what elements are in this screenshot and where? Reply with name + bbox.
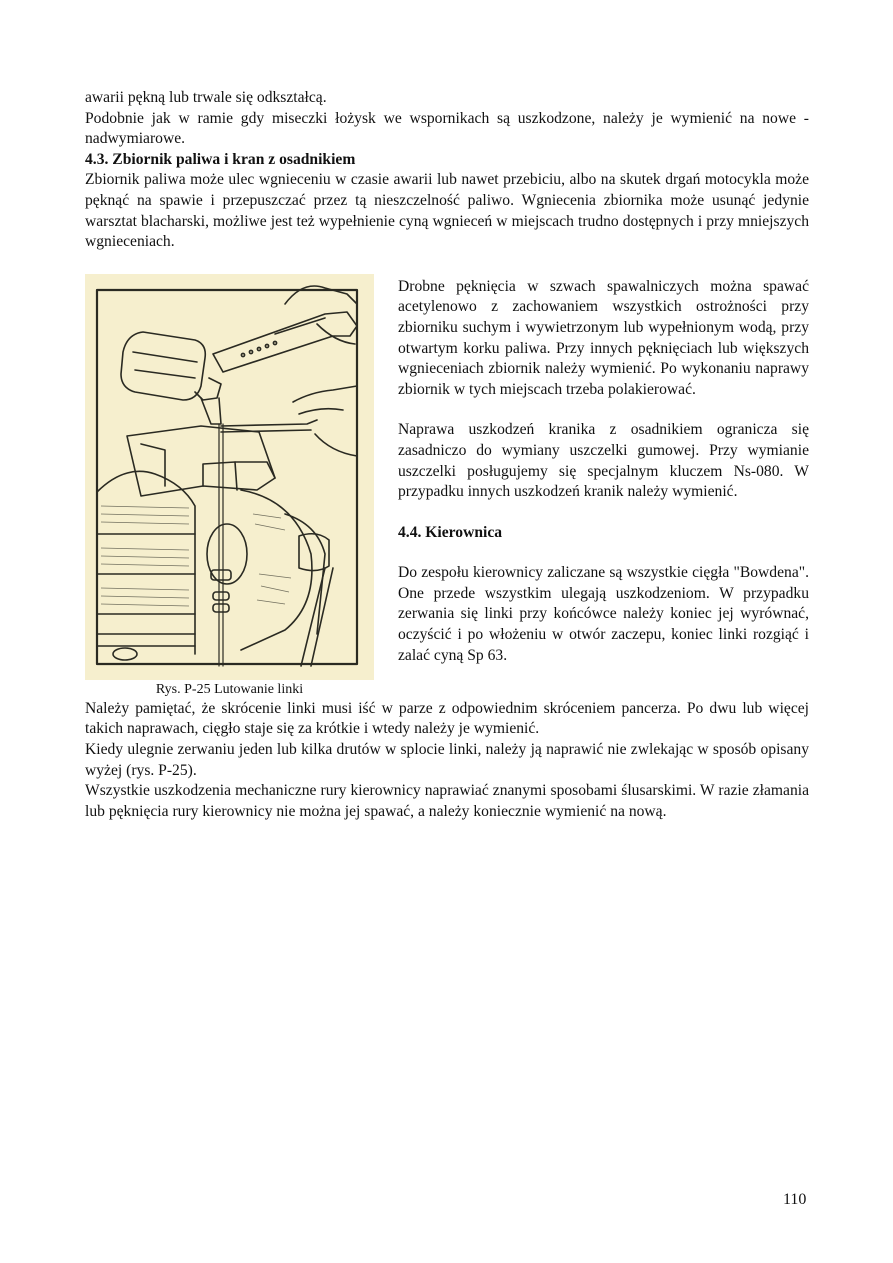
page-number: 110 bbox=[783, 1191, 807, 1208]
figure-p-25 bbox=[85, 274, 374, 699]
intro-paragraph-1: awarii pękną lub trwale się odkształcą. bbox=[85, 89, 327, 106]
figure-side-text bbox=[398, 277, 809, 699]
vise-soldering-drawing-icon bbox=[85, 274, 374, 680]
figure-with-text bbox=[85, 274, 809, 699]
section-4-3-side-paragraph-1: Drobne pęknięcia w szwach spawalniczych można spawać acetylenowo z zachowaniem wszystkich ostrożności przy zbiorniku suchym i wywietrzonym lub wypełnionym wodą, przy otwartym korku paliwa. Przy innych pęknięciach lub większych wgnieceniach zbiornik należy wymienić. Po wykonaniu naprawy zbiornik w tych miejscach trzeba polakierować. bbox=[398, 277, 809, 398]
soldering-illustration bbox=[85, 274, 374, 680]
figure-caption: Rys. P-25 Lutowanie linki bbox=[155, 681, 304, 697]
section-4-4-side-paragraph: Do zespołu kierownicy zaliczane są wszystkie cięgła "Bowdena". One przede wszystkim ulegają uszkodzeniom. W przypadku zerwania się linki przy końcówce należy koniec jej wyrównać, oczyścić i po włożeniu w otwór zaczepu, koniec linki rozgiąć i zalać cyną Sp 63. bbox=[398, 564, 809, 664]
document-page bbox=[85, 88, 809, 822]
section-4-4-paragraph-1: Należy pamiętać, że skrócenie linki musi iść w parze z odpowiednim skróceniem pancerza. Po dwu lub więcej takich naprawach, cięgło staje się za krótkie i wtedy należy je wymienić. bbox=[85, 699, 809, 738]
intro-paragraph-2: Podobnie jak w ramie gdy miseczki łożysk we wspornikach są uszkodzone, należy je wymienić na nowe - nadwymiarowe. bbox=[85, 109, 809, 148]
section-4-3-paragraph: Zbiornik paliwa może ulec wgnieceniu w czasie awarii lub nawet przebiciu, albo na skutek drgań motocykla może pęknąć na spawie i przepuszczać przez tą nieszczelność paliwo. Wgniecenia zbiornika może usunąć jedynie warsztat blacharski, możliwe jest też wypełnienie cyną wgnieceń w miejscach trudno dostępnych i przy mniejszych wgnieceniach. bbox=[85, 171, 809, 251]
section-4-4-paragraph-3: Wszystkie uszkodzenia mechaniczne rury kierownicy naprawiać znanymi sposobami ślusarskimi. W razie złamania lub pęknięcia rury kierownicy nie można jej spawać, a należy koniecznie wymienić na nową. bbox=[85, 782, 809, 820]
section-heading-4-3: 4.3. Zbiornik paliwa i kran z osadnikiem bbox=[85, 150, 356, 168]
section-heading-4-4: 4.4. Kierownica bbox=[398, 523, 503, 541]
section-4-3-side-paragraph-2: Naprawa uszkodzeń kranika z osadnikiem ogranicza się zasadniczo do wymiany uszczelki gumowej. Przy wymianie uszczelki posługujemy się specjalnym kluczem Ns-080. W przypadku innych uszkodzeń kranik należy wymienić. bbox=[398, 421, 809, 501]
section-4-4-paragraph-2: Kiedy ulegnie zerwaniu jeden lub kilka drutów w splocie linki, należy ją naprawić nie zwlekając w sposób opisany wyżej (rys. P-25). bbox=[85, 740, 809, 779]
